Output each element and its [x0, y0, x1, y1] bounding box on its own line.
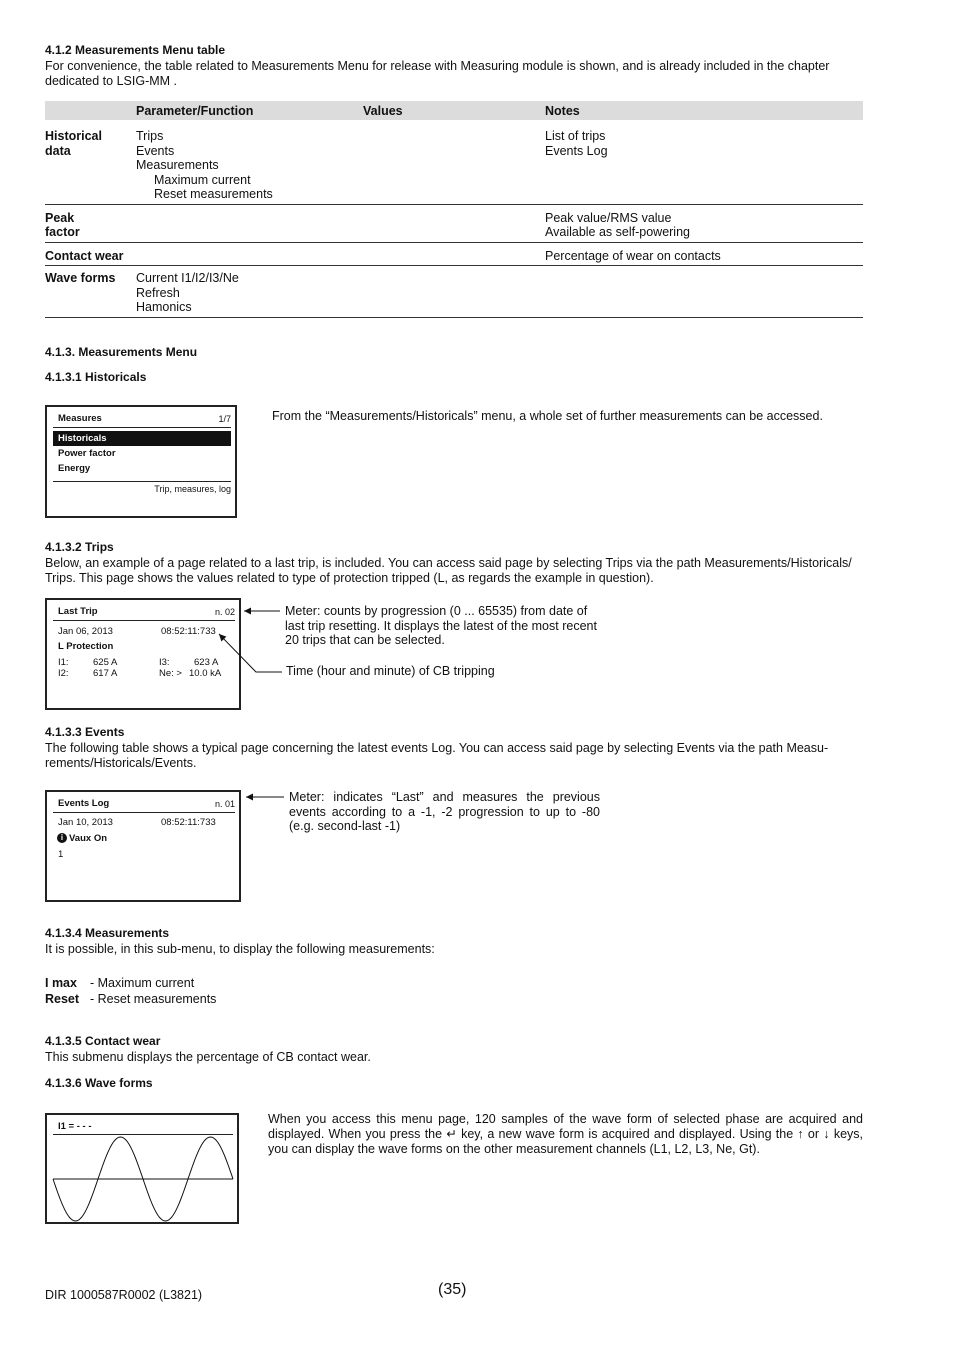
row-notes: Peak value/RMS value Available as self-powering — [545, 204, 863, 242]
event-counter-note: Meter: indicates “Last” and measures the previous events according to a -1, -2 progression to up to -80 (e.g. second-last -1) — [289, 790, 600, 833]
lcd-footer: Trip, measures, log — [154, 484, 231, 494]
row-name: Peak factor — [45, 204, 136, 242]
section-heading-4-1-3-2: 4.1.3.2 Trips — [45, 540, 114, 554]
row-name: Historical data — [45, 126, 136, 204]
sine-wave-plot — [47, 1115, 237, 1222]
page-number: (35) — [438, 1281, 467, 1298]
lcd-menu-item: Power factor — [58, 448, 116, 459]
lcd-ne-value: 10.0 kA — [189, 668, 222, 679]
measurement-desc: - Reset measurements — [90, 992, 217, 1006]
intro-paragraph-line-1: For convenience, the table related to Measurements Menu for release with Measuring module is shown, and is already included in the chapter — [45, 59, 830, 73]
measurements-text: It is possible, in this sub-menu, to display the following measurements: — [45, 942, 435, 956]
lcd-time: 08:52:11:733 — [161, 817, 216, 828]
lcd-trip-number: n. 02 — [214, 607, 235, 617]
row-notes: List of trips Events Log — [545, 126, 863, 204]
lcd-wave-label: I1 = - - - — [58, 1121, 92, 1132]
contact-wear-text: This submenu displays the percentage of CB contact wear. — [45, 1050, 371, 1064]
lcd-event-value: 1 — [58, 849, 64, 860]
lcd-menu-item: Energy — [58, 463, 91, 474]
table-header-parameter: Parameter/Function — [136, 101, 363, 120]
lcd-i2-value: 617 A — [93, 668, 118, 679]
section-heading-4-1-3-5: 4.1.3.5 Contact wear — [45, 1034, 161, 1048]
section-heading-4-1-3-6: 4.1.3.6 Wave forms — [45, 1076, 153, 1090]
trip-counter-note: Meter: counts by progression (0 ... 65535) from date of last trip resetting. It displays the latest of the most recent 20 trips that can be selected. — [285, 604, 597, 647]
lcd-protection: L Protection — [58, 641, 114, 652]
section-heading-4-1-3-4: 4.1.3.4 Measurements — [45, 926, 170, 940]
events-paragraph-line-1: The following table shows a typical page concerning the latest events Log. You can access said page by selecting Events via the path Measu- — [45, 741, 829, 755]
section-heading-4-1-3-3: 4.1.3.3 Events — [45, 725, 125, 739]
trip-time-note: Time (hour and minute) of CB tripping — [286, 664, 495, 678]
lcd-page-indicator: 1/7 — [218, 414, 231, 424]
lcd-i1-value: 625 A — [93, 657, 118, 668]
intro-paragraph-line-2: dedicated to LSIG-MM . — [45, 74, 178, 88]
lcd-date: Jan 06, 2013 — [58, 626, 113, 637]
table-header-notes: Notes — [545, 101, 863, 120]
lcd-i3-label: I3: — [159, 657, 170, 668]
measurement-key: Reset — [45, 992, 80, 1006]
lcd-event-number: n. 01 — [214, 799, 235, 809]
lcd-i1-label: I1: — [58, 657, 69, 668]
document-code: DIR 1000587R0002 (L3821) — [45, 1288, 203, 1302]
lcd-wave-form-screen — [45, 1113, 239, 1224]
lcd-date: Jan 10, 2013 — [58, 817, 113, 828]
lcd-divider — [53, 812, 235, 813]
section-heading-4-1-2: 4.1.2 Measurements Menu table — [45, 43, 226, 57]
row-notes: Percentage of wear on contacts — [545, 242, 863, 266]
lcd-title: Last Trip — [58, 606, 98, 617]
lcd-events-log-screen — [45, 790, 241, 902]
lcd-i3-value: 623 A — [194, 657, 219, 668]
callout-arrow-trip-time — [219, 634, 282, 672]
measurement-key: I max — [45, 976, 77, 990]
info-icon: i — [57, 833, 67, 843]
lcd-ne-label: Ne: > — [159, 668, 182, 679]
table-header-values: Values — [363, 101, 545, 120]
events-paragraph-line-2: rements/Historicals/Events. — [45, 756, 197, 770]
row-name: Contact wear — [45, 242, 136, 266]
lcd-i2-label: I2: — [58, 668, 69, 679]
measurement-desc: - Maximum current — [90, 976, 195, 990]
wave-forms-paragraph: When you access this menu page, 120 samples of the wave form of selected phase are acquired and displayed. When you press the ↵ key, a new wave form is acquired and displayed. Using the ↑ or ↓ keys, you can display the wave forms on the other measurement channels (L1, L2, L3, Ne, Gt). — [268, 1112, 863, 1156]
trips-paragraph-line-1: Below, an example of a page related to a last trip, is included. You can access said page by selecting Trips via the path Measurements/Historicals/ — [45, 556, 852, 570]
lcd-time: 08:52:11:733 — [161, 626, 216, 637]
trips-paragraph-line-2: Trips. This page shows the values related to type of protection tripped (L, as regards the example in question). — [45, 571, 654, 585]
section-heading-4-1-3: 4.1.3. Measurements Menu — [45, 345, 198, 359]
lcd-title: Events Log — [58, 798, 110, 809]
lcd-selected-item: Historicals — [53, 431, 231, 446]
section-heading-4-1-3-1: 4.1.3.1 Historicals — [45, 370, 147, 384]
historicals-text: From the “Measurements/Historicals” menu, a whole set of further measurements can be accessed. — [272, 409, 823, 423]
row-params: Current I1/I2/I3/Ne Refresh Hamonics — [136, 266, 363, 318]
row-name: Wave forms — [45, 266, 136, 318]
row-params: Trips Events Measurements Maximum current Reset measurements — [136, 126, 363, 204]
lcd-title: Measures — [58, 413, 102, 424]
lcd-event-name: Vaux On — [69, 833, 108, 844]
